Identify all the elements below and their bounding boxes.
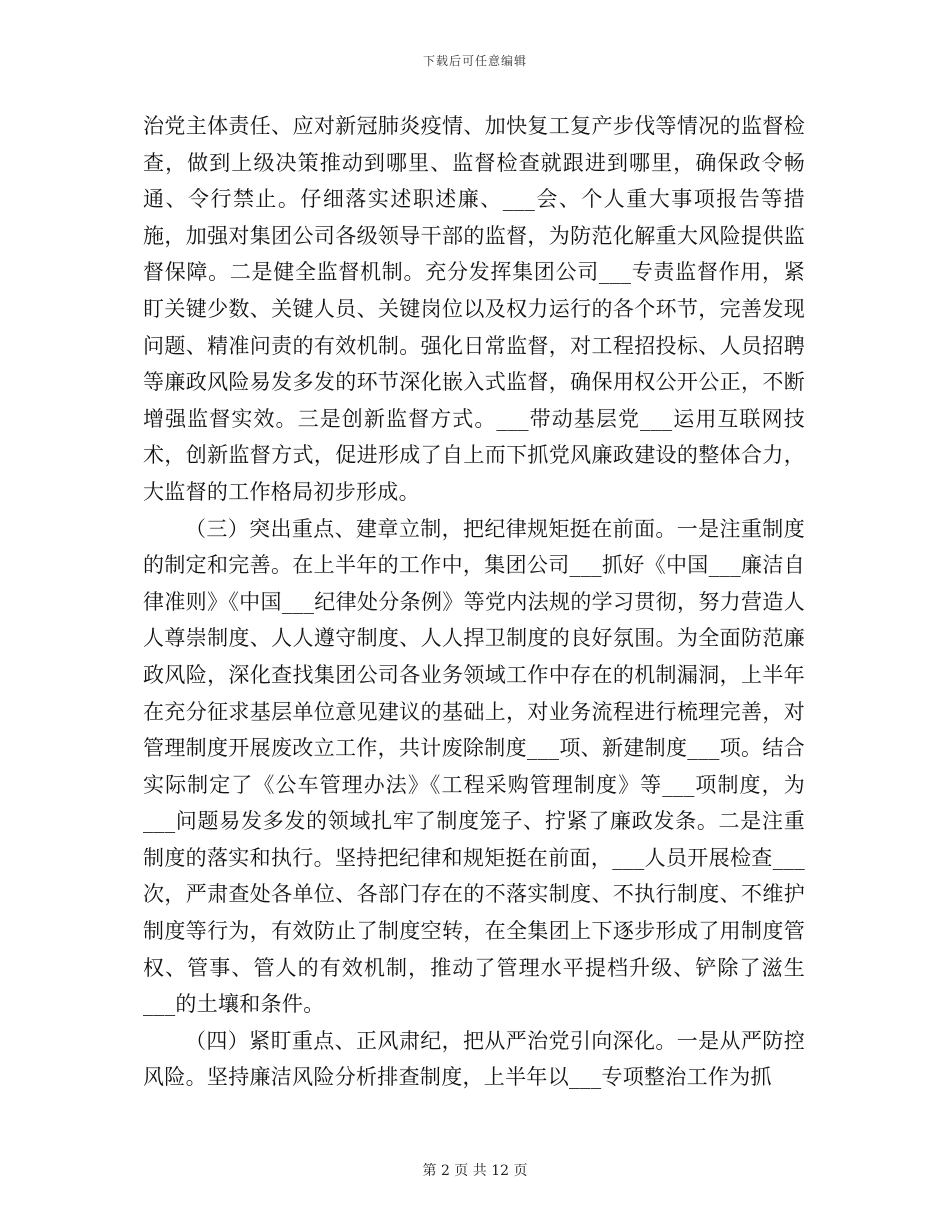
page-header: 下载后可任意编辑	[422, 54, 527, 68]
paragraph-section-three: （三）突出重点、建章立制，把纪律规矩挺在前面。一是注重制度的制定和完善。在上半年的工作中，集团公司___抓好《中国___廉洁自律准则》《中国___纪律处分条例》等党内法规的学习贯彻，努力营造人人尊崇制度、人人遵守制度、人人捍卫制度的良好氛围。为全面防范廉政风险，深化查找集团公司各业务领域工作中存在的机制漏洞，上半年在充分征求基层单位意见建议的基础上，对业务流程进行梳理完善，对管理制度开展废改立工作，共计废除制度___项、新建制度___项。结合实际制定了《公车管理办法》《工程采购管理制度》等___项制度，为___问题易发多发的领域扎牢了制度笼子、拧紧了廉政发条。二是注重制度的落实和执行。坚持把纪律和规矩挺在前面，___人员开展检查___次，严肃查处各单位、各部门存在的不落实制度、不执行制度、不维护制度等行为，有效防止了制度空转，在全集团上下逐步形成了用制度管权、管事、管人的有效机制，推动了管理水平提档升级、铲除了滋生___的土壤和条件。	[143, 516, 805, 1017]
paragraph-continuation: 治党主体责任、应对新冠肺炎疫情、加快复工复产步伐等情况的监督检查，做到上级决策推动到哪里、监督检查就跟进到哪里，确保政令畅通、令行禁止。仔细落实述职述廉、___会、个人重大事项报告等措施，加强对集团公司各级领导干部的监督，为防范化解重大风险提供监督保障。二是健全监督机制。充分发挥集团公司___专责监督作用，紧盯关键少数、关键人员、关键岗位以及权力运行的各个环节，完善发现问题、精准问责的有效机制。强化日常监督，对工程招投标、人员招聘等廉政风险易发多发的环节深化嵌入式监督，确保用权公开公正，不断增强监督实效。三是创新监督方式。___带动基层党___运用互联网技术，创新监督方式，促进形成了自上而下抓党风廉政建设的整体合力，大监督的工作格局初步形成。	[143, 114, 805, 504]
paragraph-section-four: （四）紧盯重点、正风肃纪，把从严治党引向深化。一是从严防控风险。坚持廉洁风险分析排查制度，上半年以___专项整治工作为抓	[143, 1028, 805, 1090]
page-number: 第 2 页 共 12 页	[422, 1163, 528, 1179]
document-body	[143, 108, 805, 1096]
